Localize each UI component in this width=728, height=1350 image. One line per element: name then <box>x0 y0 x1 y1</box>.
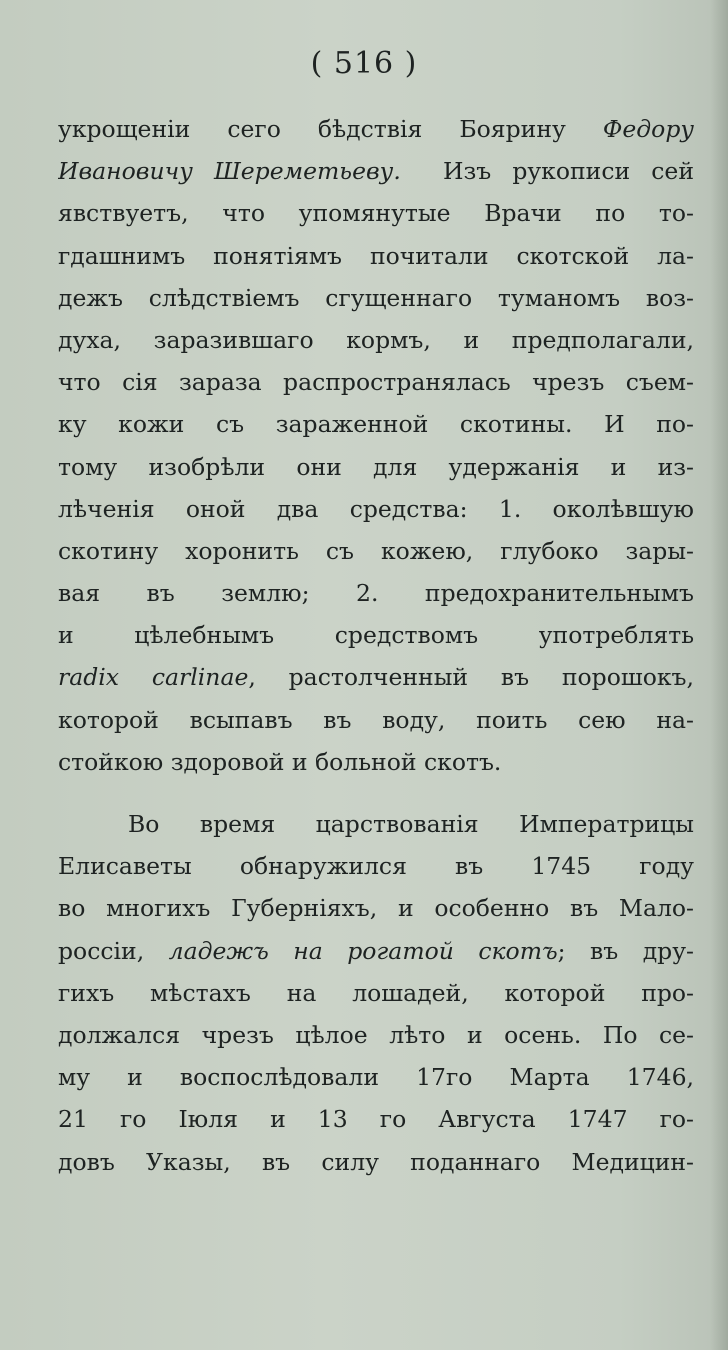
text-line: тому изобрѣли они для удержанія и из- <box>58 452 694 481</box>
text-line: Елисаветы обнаружился въ 1745 году <box>58 852 694 881</box>
text-line: 21 го Іюля и 13 го Августа 1747 го- <box>58 1105 694 1134</box>
text-line: стойкою здоровой и больной скотъ. <box>58 747 502 776</box>
text-line: Во время царствованія Императрицы <box>128 810 694 838</box>
text-line: должался чрезъ цѣлое лѣто и осень. По се- <box>58 1020 694 1049</box>
text-line: му и воспослѣдовали 17го Марта 1746, <box>58 1063 694 1092</box>
text-line: которой всыпавъ въ воду, поить сею на- <box>58 705 694 734</box>
text-line: духа, заразившаго кормъ, и предполагали, <box>58 325 694 354</box>
page-text <box>58 108 694 1183</box>
page-number: ( 516 ) <box>310 46 418 81</box>
text-line: Ивановичу Шереметьеву. Изъ рукописи сей <box>58 157 694 186</box>
text-line: вая въ землю; 2. предохранительнымъ <box>58 579 694 608</box>
text-line: и цѣлебнымъ средствомъ употреблять <box>58 621 694 650</box>
text-line: россіи, ладежъ на рогатой скотъ; въ дру- <box>58 936 694 965</box>
text-line: лѣченія оной два средства: 1. околѣвшую <box>58 494 694 523</box>
text-line: radix carlinae, растолченный въ порошокъ, <box>58 663 694 692</box>
text-line: довъ Указы, въ силу поданнаго Медицин- <box>58 1147 694 1176</box>
text-line: гдашнимъ понятіямъ почитали скотской ла- <box>58 241 694 270</box>
text-line: что сія зараза распространялась чрезъ съем- <box>58 368 694 397</box>
text-line: ку кожи съ зараженной скотины. И по- <box>58 410 694 439</box>
text-line: гихъ мѣстахъ на лошадей, которой про- <box>58 978 694 1007</box>
text-line: дежъ слѣдствіемъ сгущеннаго туманомъ воз- <box>58 283 694 312</box>
text-line: явствуетъ, что упомянутые Врачи по то- <box>58 199 694 228</box>
page-edge-shadow <box>710 0 728 1350</box>
text-line: укрощеніи сего бѣдствія Боярину Федору <box>58 115 694 143</box>
text-line: во многихъ Губерніяхъ, и особенно въ Мало- <box>58 894 694 923</box>
text-line: скотину хоронить съ кожею, глубоко зары- <box>58 536 694 565</box>
